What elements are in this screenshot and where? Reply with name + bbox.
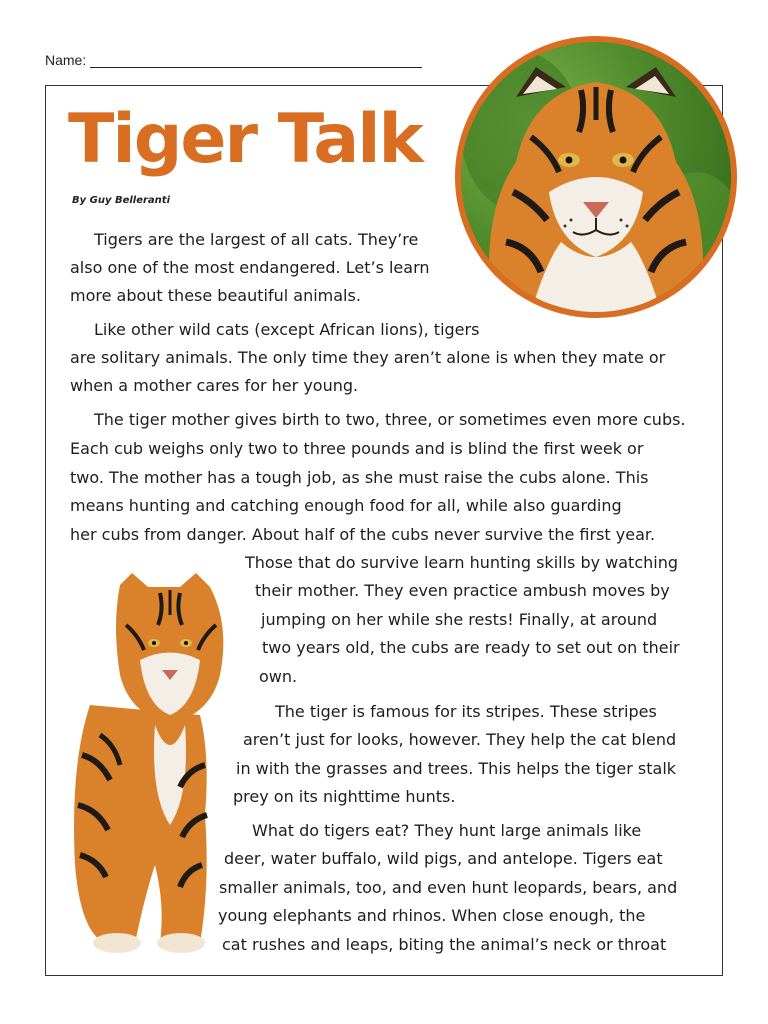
- article-title: Tiger Talk: [68, 100, 422, 179]
- body-line: Tigers are the largest of all cats. They’re: [94, 230, 419, 249]
- body-line: two. The mother has a tough job, as she must raise the cubs alone. This: [70, 468, 649, 487]
- body-line: cat rushes and leaps, biting the animal’s neck or throat: [222, 935, 667, 954]
- body-line: are solitary animals. The only time they aren’t alone is when they mate or: [70, 348, 666, 367]
- body-line: Each cub weighs only two to three pounds and is blind the first week or: [70, 439, 644, 458]
- body-line: Those that do survive learn hunting skills by watching: [245, 553, 678, 572]
- name-field: [45, 52, 422, 68]
- body-line: prey on its nighttime hunts.: [233, 787, 456, 806]
- body-line: two years old, the cubs are ready to set out on their: [262, 638, 680, 657]
- body-line: deer, water buffalo, wild pigs, and antelope. Tigers eat: [224, 849, 663, 868]
- name-blank-line[interactable]: [90, 54, 422, 68]
- article-byline: By Guy Belleranti: [72, 195, 170, 206]
- standing-tiger-photo: [60, 565, 240, 965]
- body-line: The tiger is famous for its stripes. These stripes: [275, 702, 657, 721]
- body-line: own.: [259, 667, 298, 686]
- body-line: What do tigers eat? They hunt large animals like: [252, 821, 642, 840]
- body-line: young elephants and rhinos. When close enough, the: [218, 906, 646, 925]
- body-line: her cubs from danger. About half of the cubs never survive the first year.: [70, 525, 656, 544]
- body-line: also one of the most endangered. Let’s learn: [70, 258, 430, 277]
- body-line: smaller animals, too, and even hunt leopards, bears, and: [219, 878, 678, 897]
- body-line: their mother. They even practice ambush moves by: [255, 581, 670, 600]
- body-line: means hunting and catching enough food for all, while also guarding: [70, 496, 622, 515]
- name-label: Name:: [45, 52, 87, 68]
- body-line: more about these beautiful animals.: [70, 286, 361, 305]
- body-line: The tiger mother gives birth to two, three, or sometimes even more cubs.: [94, 410, 686, 429]
- body-line: Like other wild cats (except African lions), tigers: [94, 320, 480, 339]
- body-line: aren’t just for looks, however. They help the cat blend: [243, 730, 677, 749]
- body-line: when a mother cares for her young.: [70, 376, 359, 395]
- body-line: jumping on her while she rests! Finally, at around: [261, 610, 658, 629]
- body-line: in with the grasses and trees. This helps the tiger stalk: [236, 759, 677, 778]
- tiger-face-photo: [455, 36, 737, 318]
